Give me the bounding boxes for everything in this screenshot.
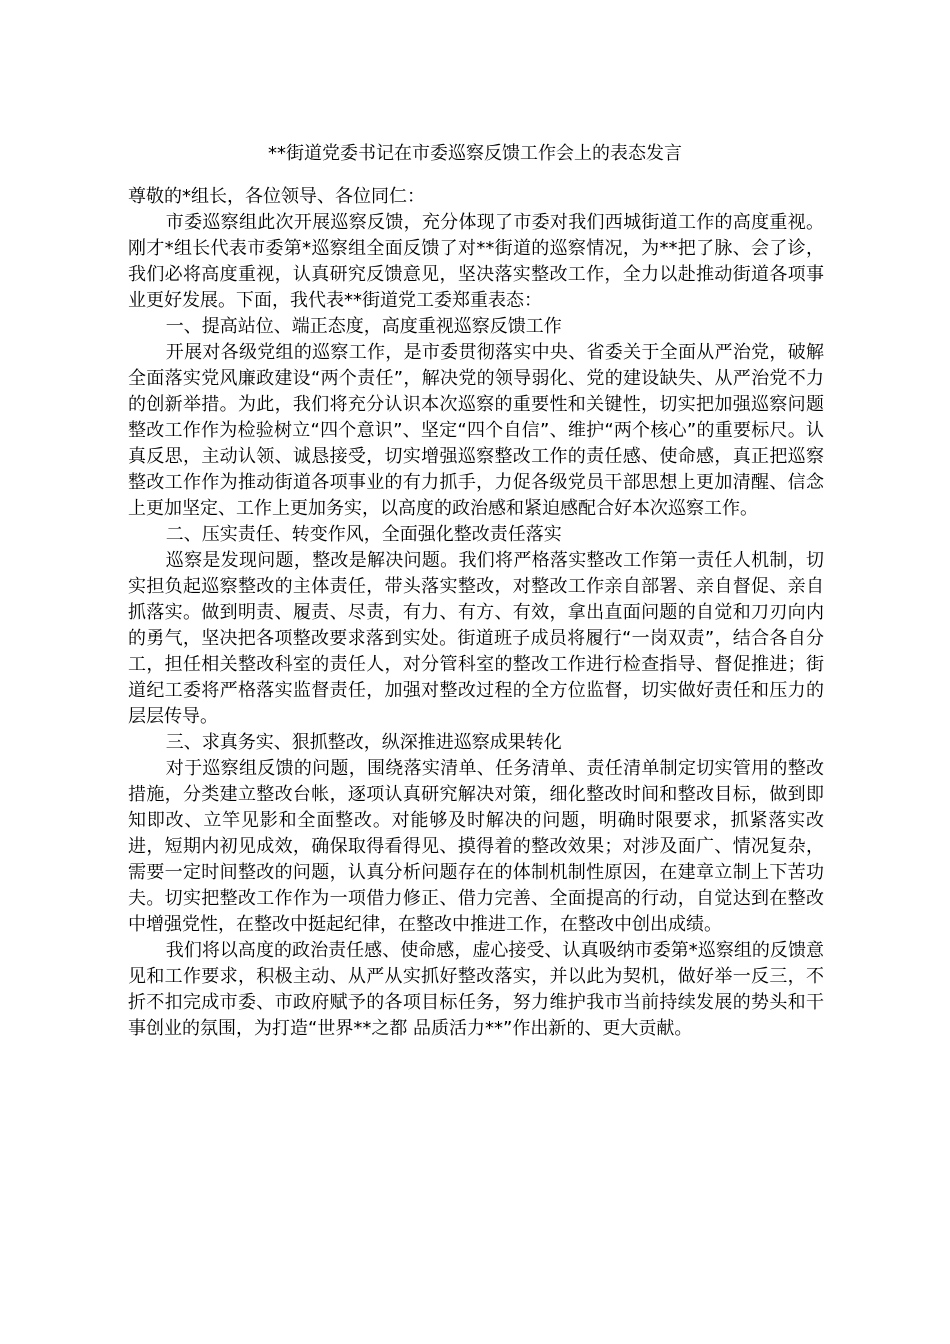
closing-paragraph: 我们将以高度的政治责任感、使命感，虚心接受、认真吸纳市委第*巡察组的反馈意见和工作要求，积极主动、从严从实抓好整改落实，并以此为契机，做好举一反三，不折不扣完成市委、市政府赋予的各项目标任务，努力维护我市当前持续发展的势头和干事创业的氛围，为打造“世界**之都 品质活力**”作出新的、更大贡献。 [128, 940, 824, 1039]
section-paragraph: 巡察是发现问题，整改是解决问题。我们将严格落实整改工作第一责任人机制，切实担负起巡察整改的主体责任，带头落实整改，对整改工作亲自部署、亲自督促、亲自抓落实。做到明责、履责、尽责，有力、有方、有效，拿出直面问题的自觉和刀刃向内的勇气，坚决把各项整改要求落到实处。街道班子成员将履行“一岗双责”，结合各自分工，担任相关整改科室的责任人，对分管科室的整改工作进行检查指导、督促推进；街道纪工委将严格落实监督责任，加强对整改过程的全方位监督，切实做好责任和压力的层层传导。 [128, 550, 824, 727]
document-body [128, 184, 824, 1042]
section-heading: 二、压实责任、转变作风，全面强化整改责任落实 [165, 524, 562, 545]
section-heading: 一、提高站位、端正态度，高度重视巡察反馈工作 [165, 316, 562, 337]
section-heading: 三、求真务实、狠抓整改，纵深推进巡察成果转化 [165, 732, 562, 753]
salutation: 尊敬的*组长，各位领导、各位同仁： [128, 186, 425, 207]
document-title: **街道党委书记在市委巡察反馈工作会上的表态发言 [268, 143, 682, 164]
section-paragraph: 开展对各级党组的巡察工作，是市委贯彻落实中央、省委关于全面从严治党，破解全面落实党风廉政建设“两个责任”，解决党的领导弱化、党的建设缺失、从严治党不力的创新举措。为此，我们将充分认识本次巡察的重要性和关键性，切实把加强巡察问题整改工作作为检验树立“四个意识”、坚定“四个自信”、维护“两个核心”的重要标尺。认真反思，主动认领、诚恳接受，切实增强巡察整改工作的责任感、使命感，真正把巡察整改工作作为推动街道各项事业的有力抓手，力促各级党员干部思想上更加清醒、信念上更加坚定、工作上更加务实，以高度的政治感和紧迫感配合好本次巡察工作。 [128, 342, 824, 519]
section-paragraph: 对于巡察组反馈的问题，围绕落实清单、任务清单、责任清单制定切实管用的整改措施，分类建立整改台帐，逐项认真研究解决对策，细化整改时间和整改目标，做到即知即改、立竿见影和全面整改。对能够及时解决的问题，明确时限要求，抓紧落实改进，短期内初见成效，确保取得看得见、摸得着的整改效果；对涉及面广、情况复杂，需要一定时间整改的问题，认真分析问题存在的体制机制性原因，在建章立制上下苦功夫。切实把整改工作作为一项借力修正、借力完善、全面提高的行动，自觉达到在整改中增强党性，在整改中挺起纪律，在整改中推进工作，在整改中创出成绩。 [128, 758, 824, 935]
intro-paragraph: 市委巡察组此次开展巡察反馈，充分体现了市委对我们西城街道工作的高度重视。刚才*组长代表市委第*巡察组全面反馈了对**街道的巡察情况，为**把了脉、会了诊，我们必将高度重视，认真研究反馈意见，坚决落实整改工作，全力以赴推动街道各项事业更好发展。下面，我代表**街道党工委郑重表态： [128, 212, 824, 311]
